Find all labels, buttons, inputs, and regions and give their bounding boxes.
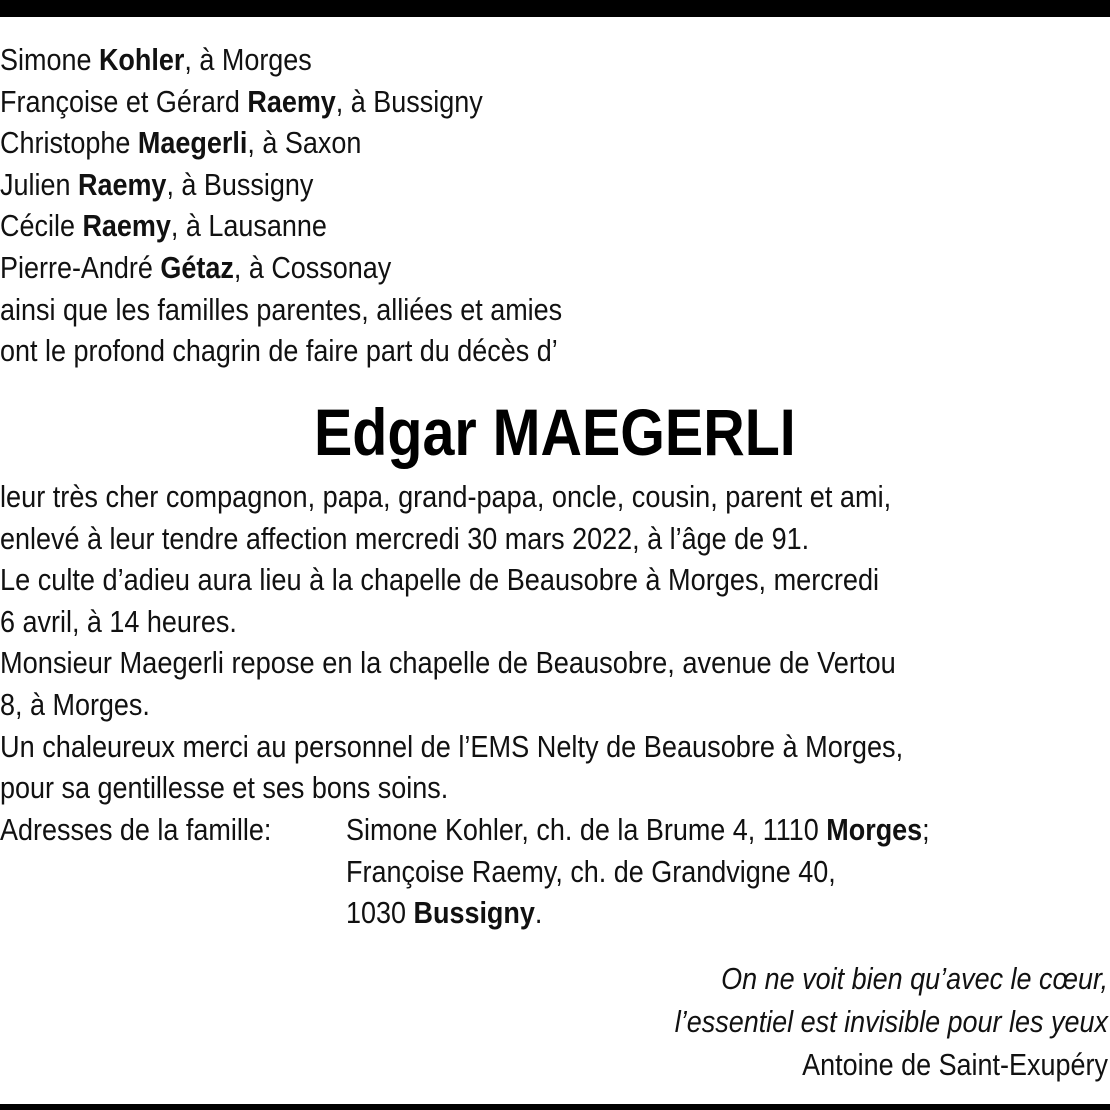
address-value: Françoise Raemy, ch. de Grandvigne 40,	[346, 853, 836, 889]
closing-quote	[610, 957, 1108, 1086]
quote-author: Antoine de Saint-Exupéry	[802, 1047, 1108, 1082]
bottom-border-rule	[0, 1104, 1110, 1110]
body-line: 8, à Morges.	[0, 686, 150, 722]
address-row	[0, 851, 1110, 893]
quote-line: l’essentiel est invisible pour les yeux	[674, 1004, 1108, 1039]
address-value: 1030 Bussigny.	[346, 895, 543, 931]
family-member: Christophe Maegerli, à Saxon	[0, 125, 362, 161]
intro-line: ainsi que les familles parentes, alliées et amies	[0, 291, 563, 327]
address-row	[0, 809, 1110, 851]
body-line: leur très cher compagnon, papa, grand-papa, oncle, cousin, parent et ami,	[0, 479, 892, 514]
body-line: Monsieur Maegerli repose en la chapelle de Beausobre, avenue de Vertou	[0, 645, 896, 681]
address-row	[0, 892, 1110, 934]
family-member: Cécile Raemy, à Lausanne	[0, 208, 327, 244]
body-line: Le culte d’adieu aura lieu à la chapelle de Beausobre à Morges, mercredi	[0, 562, 880, 598]
family-member: Françoise et Gérard Raemy, à Bussigny	[0, 83, 483, 119]
family-addresses	[0, 809, 1110, 934]
family-list	[0, 39, 966, 372]
family-member: Pierre-André Gétaz, à Cossonay	[0, 249, 392, 285]
family-member: Simone Kohler, à Morges	[0, 42, 312, 77]
body-line: 6 avril, à 14 heures.	[0, 603, 237, 639]
intro-line: ont le profond chagrin de faire part du décès d’	[0, 333, 558, 369]
top-border-rule	[0, 0, 1110, 17]
deceased-heading	[0, 392, 1110, 472]
address-value: Simone Kohler, ch. de la Brume 4, 1110 Morges;	[346, 812, 930, 847]
family-announcement	[0, 39, 1110, 372]
family-member: Julien Raemy, à Bussigny	[0, 166, 314, 202]
body-line: pour sa gentillesse et ses bons soins.	[0, 770, 449, 806]
notice-body	[0, 476, 1110, 809]
deceased-name: Edgar MAEGERLI	[314, 395, 796, 469]
body-line: Un chaleureux merci au personnel de l’EMS Nelty de Beausobre à Morges,	[0, 728, 904, 764]
quote-line: On ne voit bien qu’avec le cœur,	[721, 961, 1108, 996]
address-label: Adresses de la famille:	[0, 812, 272, 847]
body-line: enlevé à leur tendre affection mercredi 30 mars 2022, à l’âge de 91.	[0, 520, 810, 556]
